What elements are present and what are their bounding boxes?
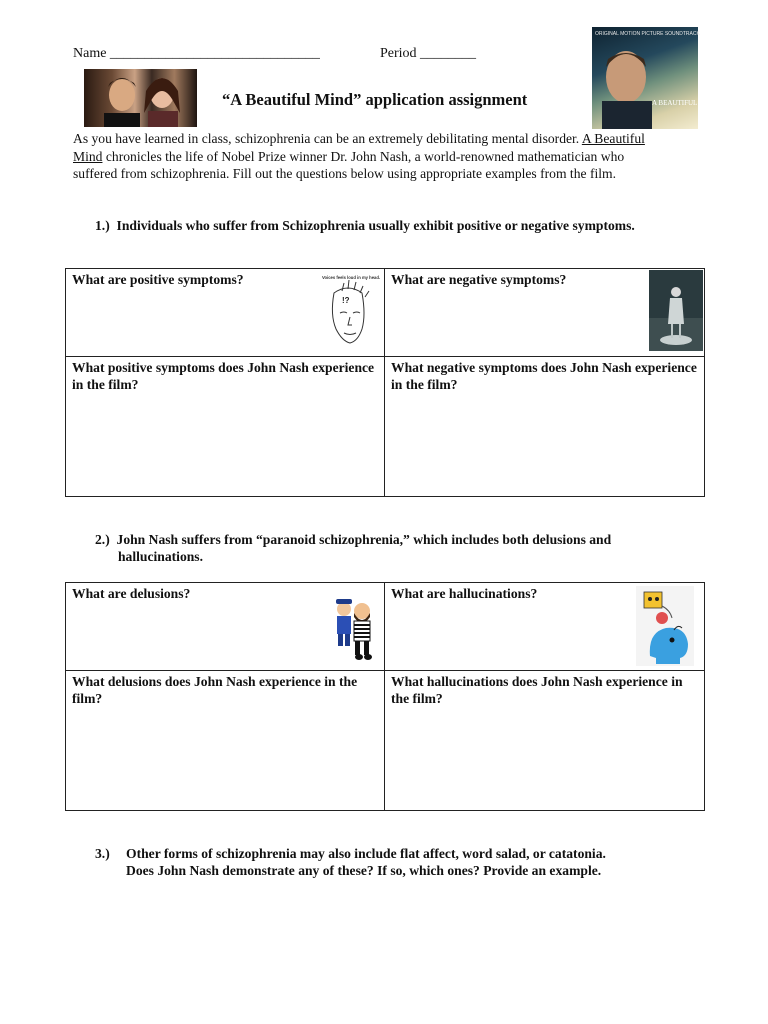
intro-text-part1: As you have learned in class, schizophrenia can be an extremely debilitating mental disorder. — [73, 131, 582, 146]
cell-prompt: What negative symptoms does John Nash experience in the film? — [391, 360, 697, 392]
delusions-hallucinations-table — [65, 582, 705, 811]
svg-text:!?: !? — [342, 296, 350, 305]
question-text-line1: Other forms of schizophrenia may also include flat affect, word salad, or catatonia. — [126, 846, 606, 861]
question-text-line2: hallucinations. — [118, 549, 203, 564]
question-text-line2: Does John Nash demonstrate any of these? If so, which ones? Provide an example. — [126, 863, 602, 878]
question-number: 3.) — [95, 846, 110, 861]
cell-prompt: What are hallucinations? — [391, 586, 538, 601]
question-number: 1.) — [95, 218, 110, 233]
hallucinations-cell[interactable] — [385, 583, 705, 671]
positive-symptoms-nash-cell[interactable] — [66, 357, 385, 497]
delusions-nash-cell[interactable] — [66, 671, 385, 811]
cell-prompt: What delusions does John Nash experience in the film? — [72, 674, 358, 706]
question-number: 2.) — [95, 532, 110, 547]
hallucination-cartoon-image — [636, 586, 694, 666]
question-text: Individuals who suffer from Schizophrenia usually exhibit positive or negative symptoms. — [116, 218, 635, 233]
lonely-figure-image — [649, 270, 703, 351]
face-sketch-caption: Voices feels loud in my head. — [322, 275, 381, 280]
cop-robber-cartoon-image — [332, 593, 376, 663]
positive-symptoms-cell[interactable] — [66, 269, 385, 357]
couple-photo — [84, 69, 197, 127]
symptoms-table — [65, 268, 705, 497]
face-sketch-image — [320, 273, 381, 349]
cell-prompt: What positive symptoms does John Nash experience in the film? — [72, 360, 375, 392]
page-title: “A Beautiful Mind” application assignment — [222, 90, 528, 109]
negative-symptoms-nash-cell[interactable] — [385, 357, 705, 497]
period-field-label: Period ________ — [380, 46, 477, 61]
film-title-text: A Beautiful Mind — [73, 131, 645, 164]
poster-caption-title: A BEAUTIFUL MIND — [652, 99, 718, 107]
intro-text-part2: chronicles the life of Nobel Prize winner Dr. John Nash, a world-renowned mathematician who suffered from schizophrenia. Fill out the questions below using appropriate examples from the film. — [73, 148, 625, 181]
cell-prompt: What are negative symptoms? — [391, 272, 567, 287]
intro-paragraph — [73, 130, 663, 183]
name-field-label: Name ______________________________ — [73, 46, 320, 61]
negative-symptoms-cell[interactable] — [385, 269, 705, 357]
question-text-line1: John Nash suffers from “paranoid schizophrenia,” which includes both delusions and — [116, 532, 612, 547]
cell-prompt: What are positive symptoms? — [72, 272, 244, 287]
question-3 — [95, 845, 695, 879]
hallucinations-nash-cell[interactable] — [385, 671, 705, 811]
cell-prompt: What are delusions? — [72, 586, 191, 601]
delusions-cell[interactable] — [66, 583, 385, 671]
cell-prompt: What hallucinations does John Nash experience in the film? — [391, 674, 683, 706]
movie-poster-image — [592, 27, 718, 129]
poster-caption-top: ORIGINAL MOTION PICTURE SOUNDTRACK — [595, 31, 700, 37]
question-2 — [95, 531, 695, 565]
question-1 — [95, 217, 635, 234]
